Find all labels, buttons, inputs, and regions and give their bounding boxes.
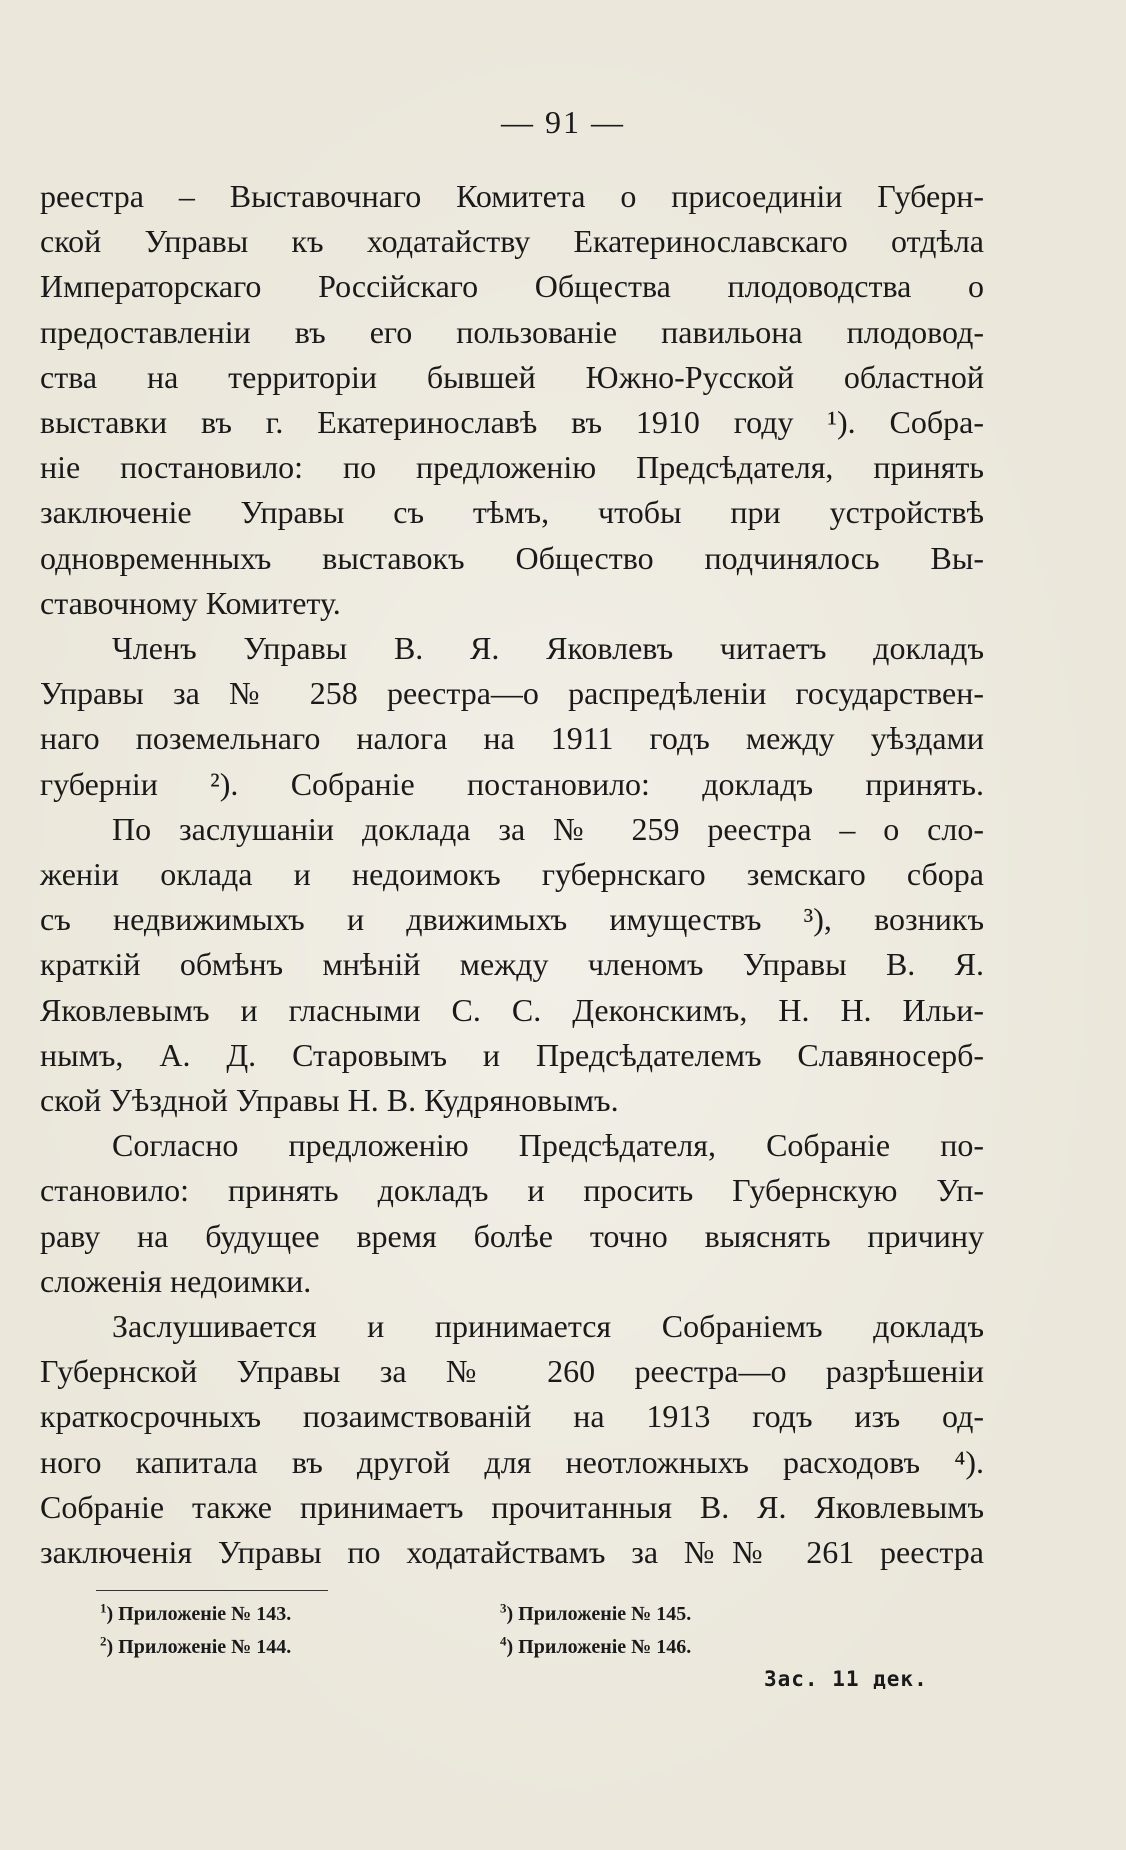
text-line: Губернской Управы за № 260 реестра—о разрѣшеніи [40, 1353, 984, 1390]
text-line: ства на территоріи бывшей Южно-Русской областной [40, 358, 984, 395]
text-line: ской Уѣздной Управы Н. В. Кудряновымъ. [40, 1082, 619, 1119]
text-line: заключенія Управы по ходатайствамъ за №№ 261 реестра [40, 1534, 984, 1571]
text-line: съ недвижимыхъ и движимыхъ имуществъ ³), возникъ [40, 901, 984, 938]
text-line: Согласно предложенію Предсѣдателя, Собраніе по- [112, 1127, 984, 1164]
text-line: выставки въ г. Екатеринославѣ въ 1910 году ¹). Собра- [40, 404, 984, 441]
text-line: Заслушивается и принимается Собраніемъ докладъ [112, 1308, 984, 1345]
footnote-mark: 1 [100, 1600, 107, 1616]
footnote-mark: 2 [100, 1633, 107, 1649]
text-line: губерніи ²). Собраніе постановило: докладъ принять. [40, 765, 984, 802]
body-text [40, 174, 984, 1575]
text-line: Императорскаго Россійскаго Общества плодоводства о [40, 268, 984, 305]
footnote-1 [100, 1598, 291, 1631]
paragraph-report-260 [40, 1304, 984, 1575]
text-line: нымъ, А. Д. Старовымъ и Предсѣдателемъ Славяносерб- [40, 1036, 984, 1073]
text-line: ніе постановило: по предложенію Предсѣдателя, принять [40, 449, 984, 486]
text-line: ской Управы къ ходатайству Екатеринославскаго отдѣла [40, 223, 984, 260]
text-line: Членъ Управы В. Я. Яковлевъ читаетъ докладъ [112, 630, 984, 667]
text-line: Собраніе также принимаетъ прочитанныя В. Я. Яковлевымъ [40, 1488, 984, 1525]
text-line: раву на будущее время болѣе точно выяснять причину [40, 1217, 984, 1254]
text-line: ставочному Комитету. [40, 584, 341, 621]
text-line: ного капитала въ другой для неотложныхъ расходовъ ⁴). [40, 1443, 984, 1480]
footnotes [100, 1598, 800, 1668]
text-line: заключеніе Управы съ тѣмъ, чтобы при устройствѣ [40, 494, 984, 531]
footnote-divider [96, 1590, 328, 1591]
footnote-4 [500, 1631, 691, 1664]
footnote-text: ) Приложеніе № 146. [506, 1636, 692, 1658]
text-line: Управы за № 258 реестра—о распредѣленіи государствен- [40, 675, 984, 712]
page-number: — 91 — [501, 104, 625, 140]
footnote-2 [100, 1631, 291, 1664]
paragraph-report-258 [40, 626, 984, 807]
text-line: предоставленіи въ его пользованіе павильона плодовод- [40, 313, 984, 350]
session-marginal-note: Зас. 11 дек. [764, 1667, 928, 1691]
paragraph-continuation [40, 174, 984, 626]
text-line: По заслушаніи доклада за № 259 реестра – о сло- [112, 810, 984, 847]
footnote-text: ) Приложеніе № 145. [506, 1603, 692, 1625]
text-line: краткій обмѣнъ мнѣній между членомъ Управы В. Я. [40, 946, 984, 983]
footnote-text: ) Приложеніе № 143. [106, 1603, 292, 1625]
paragraph-resolution [40, 1123, 984, 1304]
paragraph-report-259 [40, 807, 984, 1123]
text-line: краткосрочныхъ позаимствованій на 1913 годъ изъ од- [40, 1398, 984, 1435]
text-line: женіи оклада и недоимокъ губернскаго земскаго сбора [40, 856, 984, 893]
text-line: одновременныхъ выставокъ Общество подчинялось Вы- [40, 539, 984, 576]
text-line: реестра – Выставочнаго Комитета о присоединіи Губерн- [40, 178, 984, 214]
text-line: сложенія недоимки. [40, 1262, 312, 1299]
text-line: Яковлевымъ и гласными С. С. Деконскимъ, Н. Н. Ильи- [40, 991, 984, 1028]
footnote-text: ) Приложеніе № 144. [106, 1636, 292, 1658]
footnote-mark: 4 [500, 1633, 507, 1649]
footnote-mark: 3 [500, 1600, 507, 1616]
footnote-3 [500, 1598, 691, 1631]
text-line: становило: принять докладъ и просить Губернскую Уп- [40, 1172, 984, 1209]
text-line: наго поземельнаго налога на 1911 годъ между уѣздами [40, 720, 984, 757]
